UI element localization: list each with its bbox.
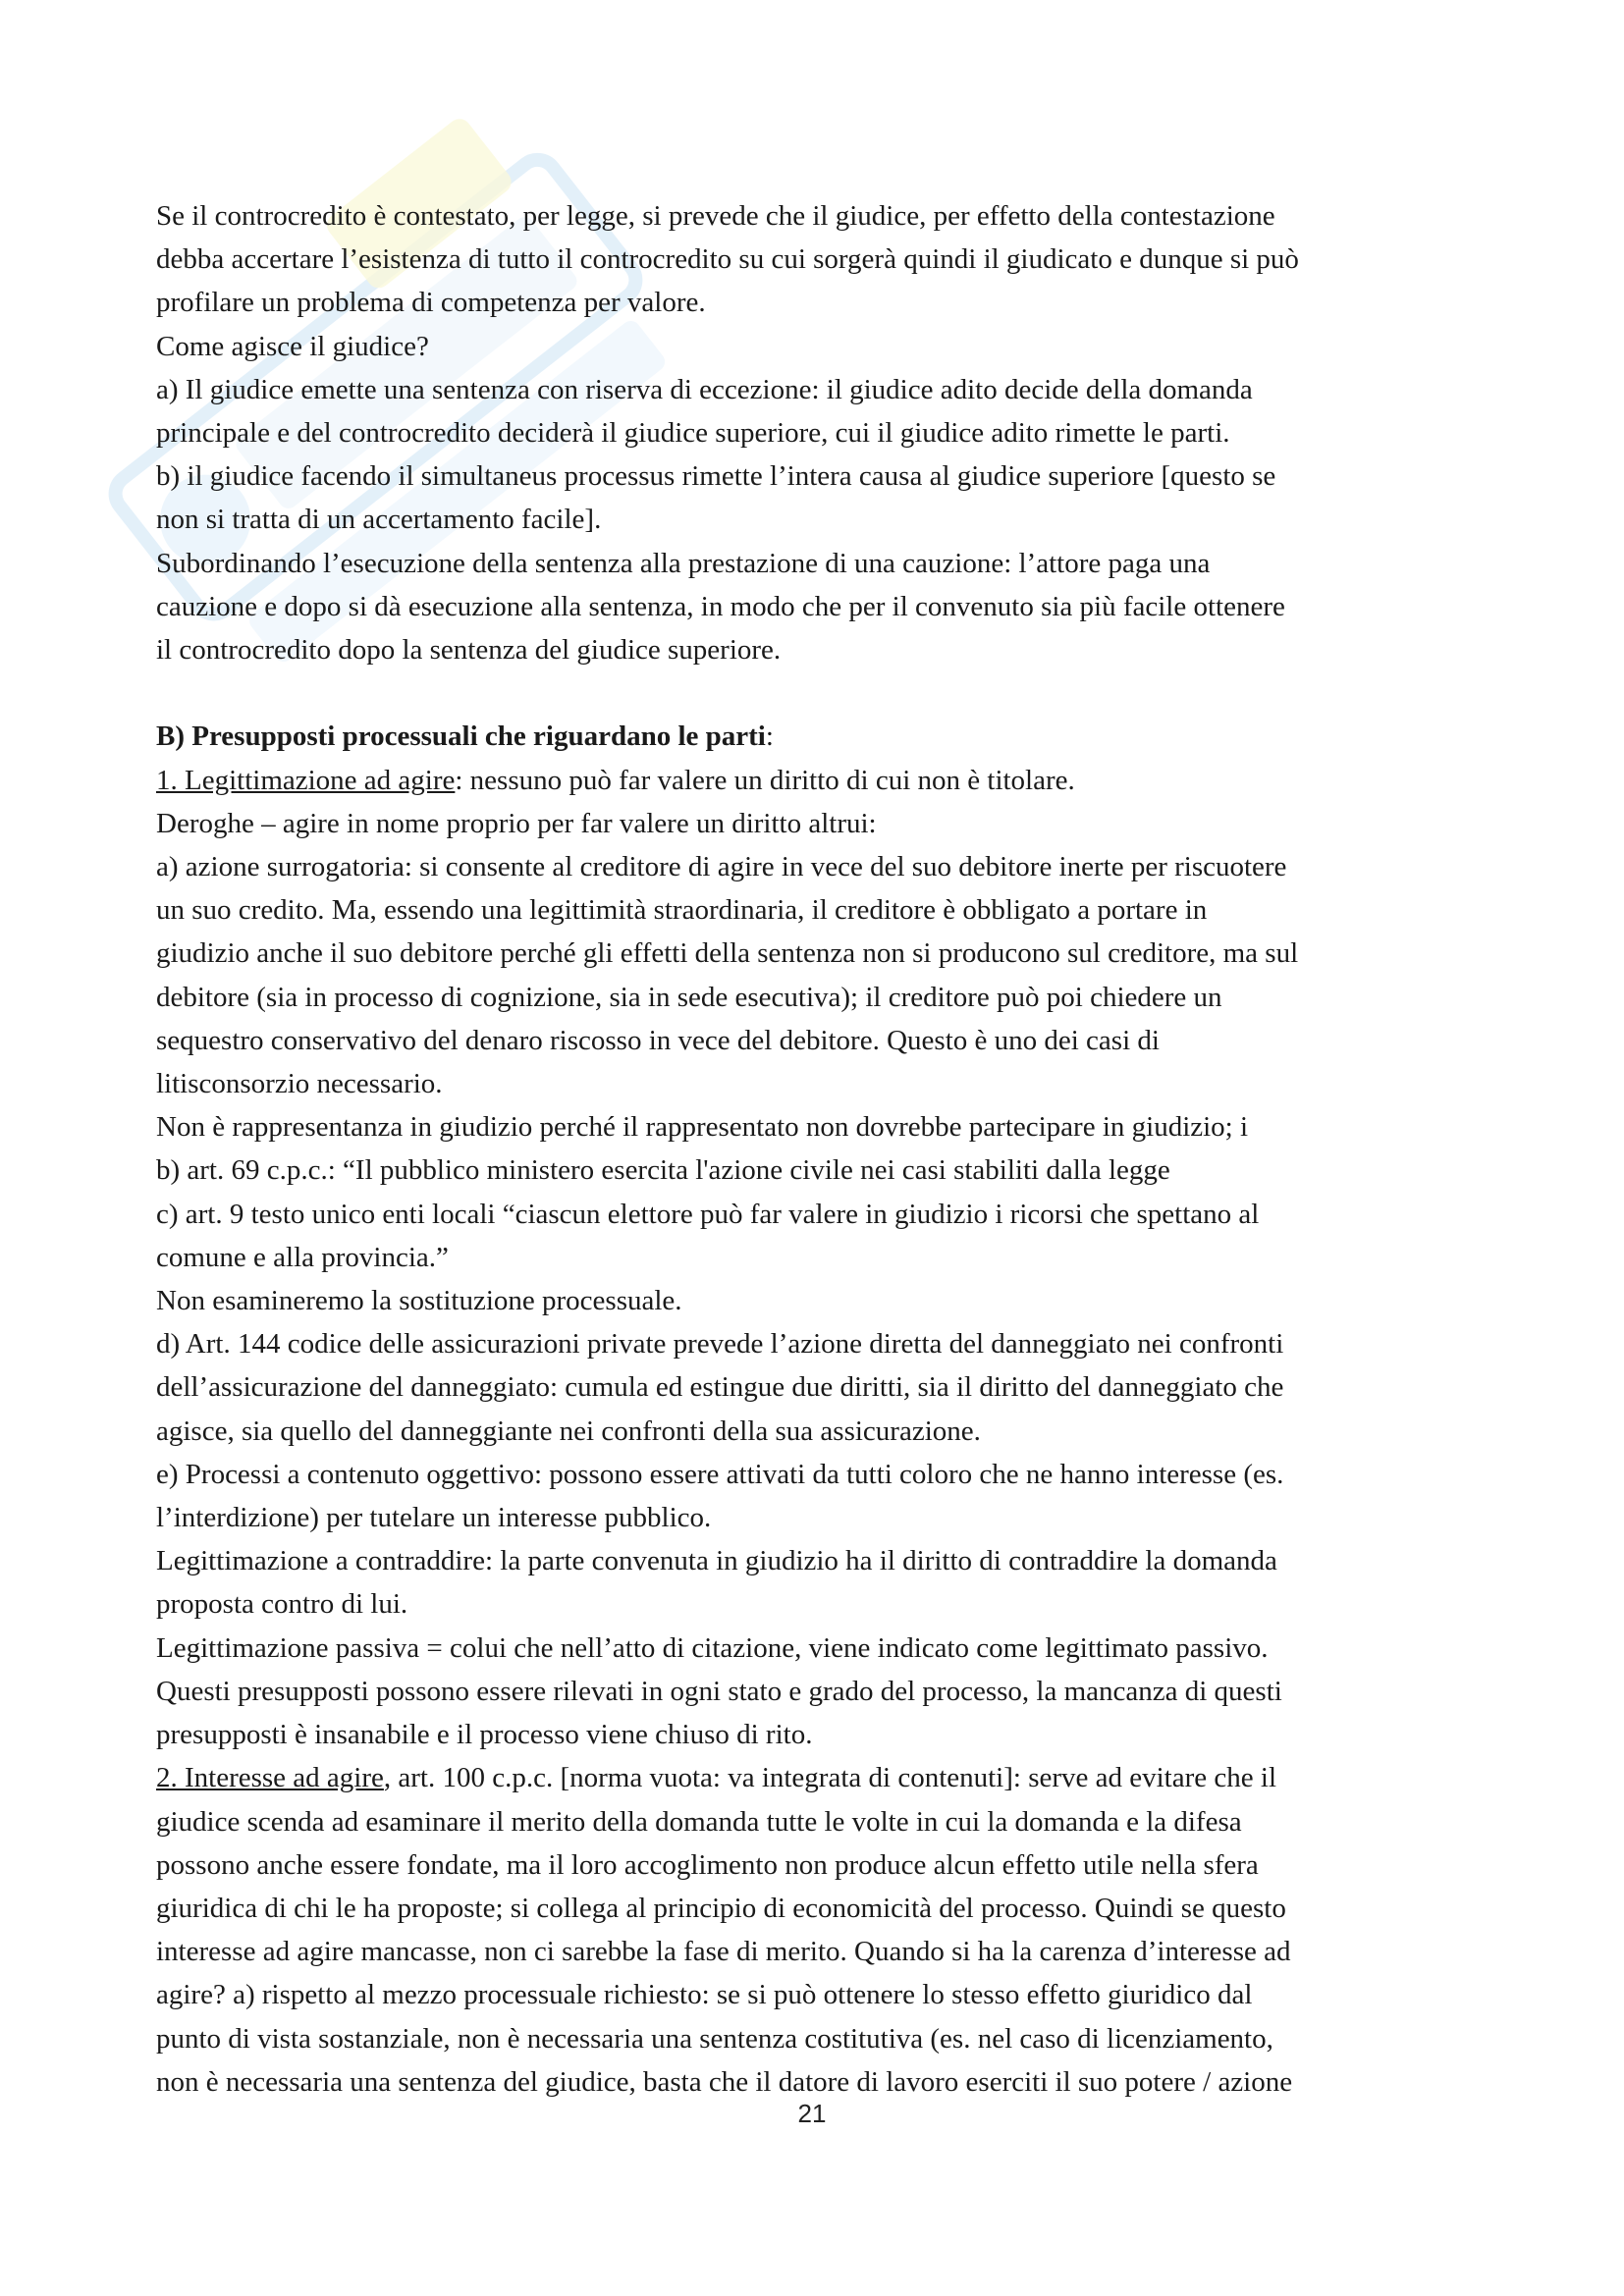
paragraph-line: agire? a) rispetto al mezzo processuale richiesto: se si può ottenere lo stesso effetto giuridico dal [156, 1979, 1253, 2011]
paragraph-line: un suo credito. Ma, essendo una legittimità straordinaria, il creditore è obbligato a portare in [156, 894, 1208, 927]
subsection-line [156, 1756, 1482, 1799]
paragraph-line: dell’assicurazione del danneggiato: cumula ed estingue due diritti, sia il diritto del danneggiato che [156, 1371, 1284, 1404]
subsection-title: 1. Legittimazione ad agire [156, 764, 456, 796]
paragraph-line: possono anche essere fondate, ma il loro accoglimento non produce alcun effetto utile nella sfera [156, 1848, 1259, 1881]
paragraph-line: Legittimazione passiva = colui che nell’atto di citazione, viene indicato come legittimato passivo. [156, 1631, 1269, 1664]
subsection-text: , art. 100 c.p.c. [norma vuota: va integrata di contenuti]: serve ad evitare che il [383, 1762, 1277, 1794]
paragraph-line: cauzione e dopo si dà esecuzione alla sentenza, in modo che per il convenuto sia più facile ottenere [156, 590, 1285, 622]
paragraph-line: l’interdizione) per tutelare un interesse pubblico. [156, 1502, 712, 1534]
paragraph-line: a) azione surrogatoria: si consente al creditore di agire in vece del suo debitore inerte per riscuotere [156, 851, 1287, 883]
subsection-title: 2. Interesse ad agire [156, 1762, 384, 1794]
paragraph-line: debba accertare l’esistenza di tutto il controcredito su cui sorgerà quindi il giudicato e dunque si può [156, 243, 1299, 276]
section-heading-colon: : [765, 721, 774, 753]
paragraph-line: interesse ad agire mancasse, non ci sarebbe la fase di merito. Quando si ha la carenza d’interesse ad [156, 1936, 1291, 1968]
blank-line [156, 671, 1482, 715]
paragraph-line: profilare un problema di competenza per valore. [156, 287, 706, 319]
paragraph-line: Se il controcredito è contestato, per legge, si prevede che il giudice, per effetto della contestazione [156, 200, 1275, 232]
paragraph-line: giudice scenda ad esaminare il merito della domanda tutte le volte in cui la domanda e la difesa [156, 1805, 1242, 1838]
paragraph-line: a) Il giudice emette una sentenza con riserva di eccezione: il giudice adito decide della domanda [156, 373, 1253, 405]
paragraph-line: b) il giudice facendo il simultaneus processus rimette l’intera causa al giudice superiore [questo se [156, 460, 1276, 493]
paragraph-line: non è necessaria una sentenza del giudice, basta che il datore di lavoro eserciti il suo potere / azione [156, 2065, 1293, 2098]
paragraph-line: giuridica di chi le ha proposte; si collega al principio di economicità del processo. Quindi se questo [156, 1892, 1286, 1924]
paragraph-line: giudizio anche il suo debitore perché gli effetti della sentenza non si producono sul creditore, ma sul [156, 937, 1299, 970]
paragraph-line: Subordinando l’esecuzione della sentenza alla prestazione di una cauzione: l’attore paga una [156, 547, 1211, 579]
paragraph-line: litisconsorzio necessario. [156, 1068, 443, 1100]
section-heading-text: B) Presupposti processuali che riguardano le parti [156, 721, 766, 753]
paragraph-line: Non esamineremo la sostituzione processuale. [156, 1285, 682, 1317]
paragraph-line: Non è rappresentanza in giudizio perché il rappresentato non dovrebbe partecipare in giudizio; i [156, 1111, 1249, 1144]
paragraph-line: punto di vista sostanziale, non è necessaria una sentenza costitutiva (es. nel caso di licenziamento, [156, 2022, 1273, 2055]
paragraph-line: Come agisce il giudice? [156, 330, 429, 362]
paragraph-line: b) art. 69 c.p.c.: “Il pubblico ministero esercita l'azione civile nei casi stabiliti dalla legge [156, 1154, 1170, 1187]
page-number: 21 [797, 2099, 827, 2128]
paragraph-line: presupposti è insanabile e il processo viene chiuso di rito. [156, 1719, 813, 1751]
document-body [156, 194, 1482, 2104]
paragraph-line: comune e alla provincia.” [156, 1241, 449, 1273]
paragraph-line: c) art. 9 testo unico enti locali “ciascun elettore può far valere in giudizio i ricorsi che spettano al [156, 1198, 1260, 1230]
paragraph-line: Deroghe – agire in nome proprio per far valere un diritto altrui: [156, 807, 877, 839]
paragraph-line: agisce, sia quello del danneggiante nei confronti della sua assicurazione. [156, 1415, 981, 1447]
paragraph-line: principale e del controcredito deciderà il giudice superiore, cui il giudice adito rimette le parti. [156, 417, 1230, 450]
section-heading [156, 715, 1482, 758]
paragraph-line: Questi presupposti possono essere rilevati in ogni stato e grado del processo, la mancanza di questi [156, 1675, 1282, 1707]
paragraph-line: e) Processi a contenuto oggettivo: possono essere attivati da tutti coloro che ne hanno interesse (es. [156, 1458, 1284, 1490]
paragraph-line: debitore (sia in processo di cognizione, sia in sede esecutiva); il creditore può poi chiedere un [156, 981, 1222, 1013]
paragraph-line: d) Art. 144 codice delle assicurazioni private prevede l’azione diretta del danneggiato nei confronti [156, 1328, 1284, 1361]
paragraph-line: il controcredito dopo la sentenza del giudice superiore. [156, 634, 782, 667]
subsection-text: : nessuno può far valere un diritto di cui non è titolare. [455, 764, 1075, 796]
paragraph-line: proposta contro di lui. [156, 1588, 408, 1621]
paragraph-line: Legittimazione a contraddire: la parte convenuta in giudizio ha il diritto di contraddire la domanda [156, 1545, 1277, 1577]
paragraph-line: sequestro conservativo del denaro riscosso in vece del debitore. Questo è uno dei casi di [156, 1024, 1160, 1056]
paragraph-line: non si tratta di un accertamento facile]. [156, 504, 602, 536]
subsection-line [156, 759, 1482, 802]
